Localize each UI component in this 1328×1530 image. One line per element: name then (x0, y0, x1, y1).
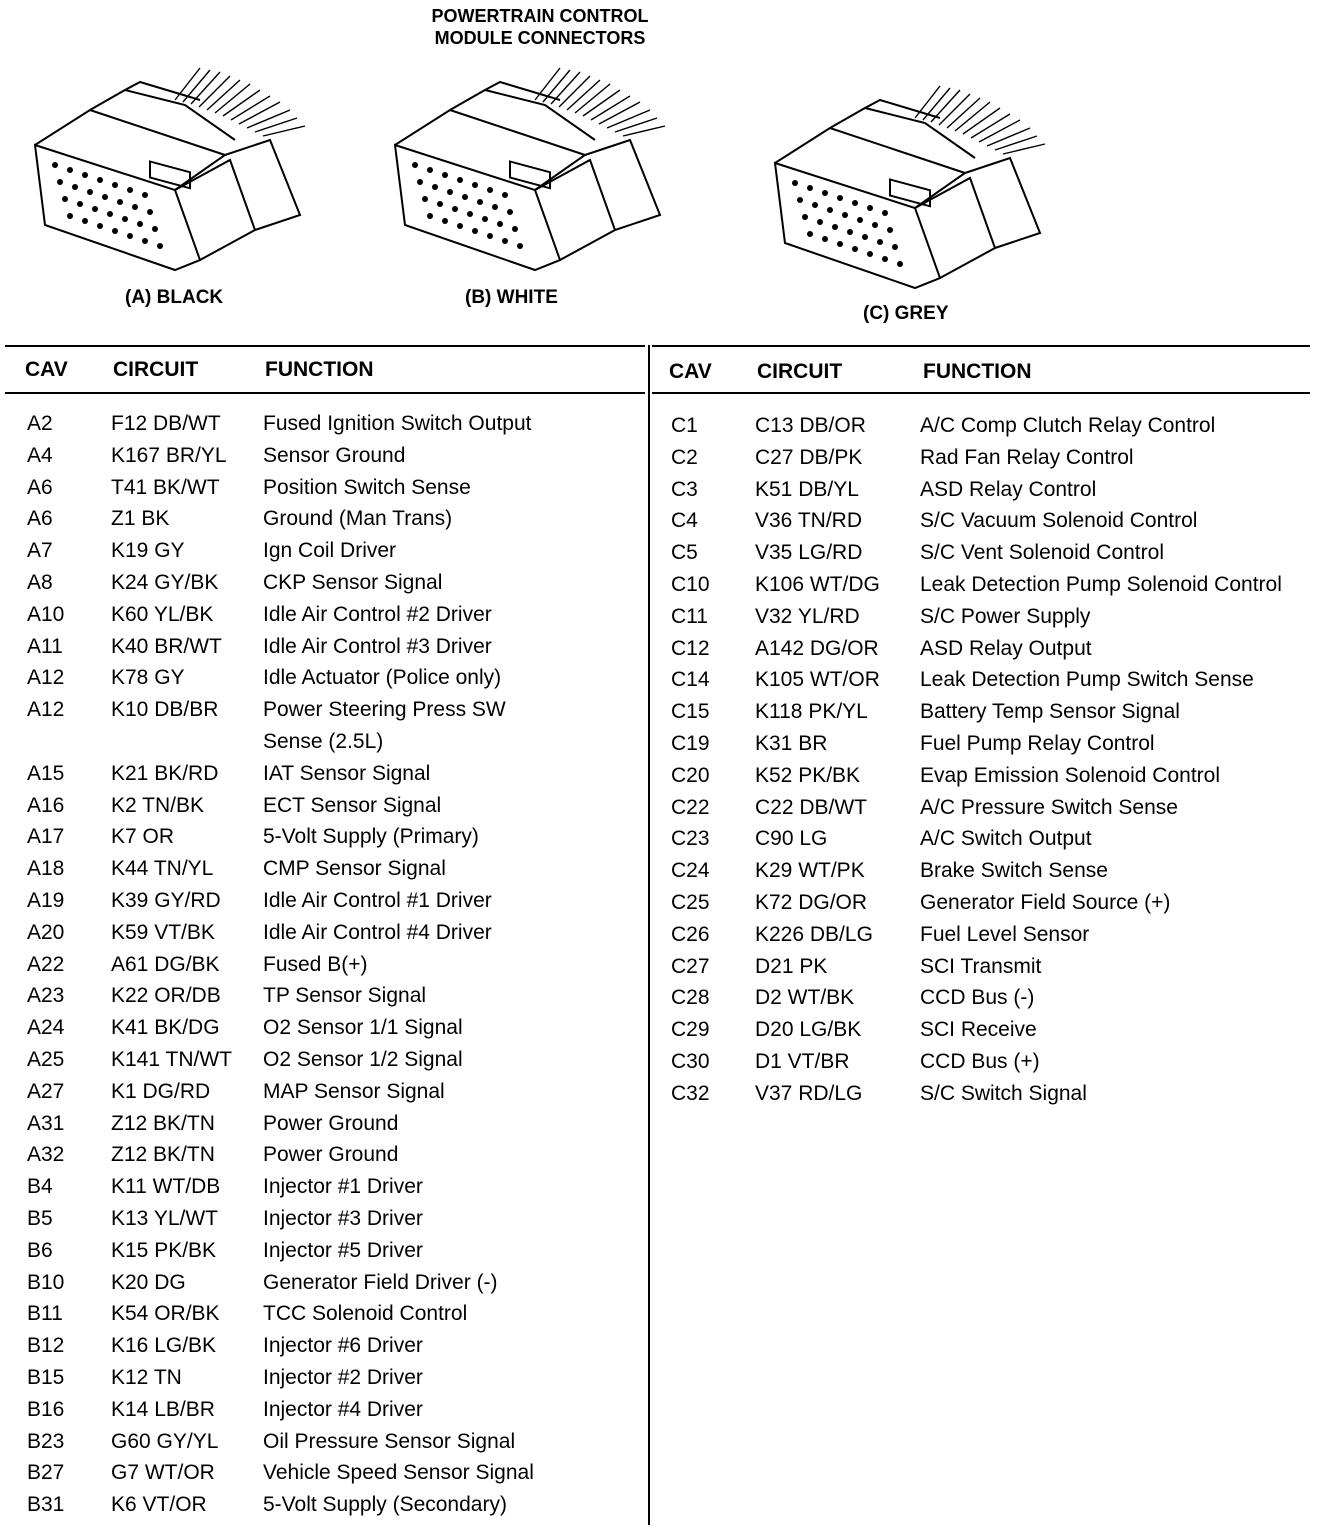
left-header-cav: CAV (25, 358, 68, 381)
cell-circuit: K20 DG (111, 1270, 186, 1294)
right-header-cav: CAV (669, 360, 712, 383)
cell-circuit: T41 BK/WT (111, 475, 220, 499)
cell-circuit: K12 TN (111, 1366, 182, 1389)
cell-cav: C4 (671, 509, 698, 533)
cell-cav: A8 (27, 571, 53, 594)
cell-function: Ground (Man Trans) (263, 507, 453, 531)
cell-function: SCI Receive (920, 1018, 1037, 1042)
connector-a-icon (25, 60, 325, 275)
cell-circuit: K141 TN/WT (111, 1048, 232, 1071)
cell-cav: A27 (27, 1079, 65, 1103)
cell-circuit: K105 WT/OR (755, 668, 880, 692)
cell-cav: B27 (27, 1461, 65, 1485)
cell-function: S/C Switch Signal (920, 1081, 1087, 1105)
cell-function: Fused B(+) (263, 952, 368, 976)
cell-circuit: G7 WT/OR (111, 1461, 215, 1485)
cell-function: 5-Volt Supply (Primary) (263, 825, 479, 849)
cell-cav: C25 (671, 891, 710, 914)
cell-cav: A4 (27, 443, 53, 467)
cell-cav: A32 (27, 1143, 65, 1167)
cell-cav: C22 (671, 795, 710, 819)
cell-circuit: K29 WT/PK (755, 859, 865, 883)
cell-cav: B10 (27, 1270, 65, 1294)
connector-b (385, 60, 685, 275)
cell-function: O2 Sensor 1/1 Signal (263, 1016, 463, 1040)
cell-function: Injector #6 Driver (263, 1334, 423, 1358)
connector-a-label: (A) BLACK (125, 287, 224, 308)
cell-circuit: K106 WT/DG (755, 573, 880, 596)
cell-circuit: V35 LG/RD (755, 541, 863, 565)
cell-cav: A23 (27, 984, 65, 1008)
cell-circuit: F12 DB/WT (111, 412, 221, 435)
cell-function: Generator Field Driver (-) (263, 1270, 498, 1294)
cell-circuit: K1 DG/RD (111, 1079, 211, 1103)
cell-circuit: K78 GY (111, 666, 185, 690)
cell-circuit: K22 OR/DB (111, 984, 221, 1008)
cell-circuit: D20 LG/BK (755, 1018, 862, 1042)
cell-circuit: G60 GY/YL (111, 1429, 219, 1453)
cell-circuit: K167 BR/YL (111, 443, 227, 467)
cell-circuit: K21 BK/RD (111, 761, 219, 785)
cell-cav: B31 (27, 1493, 65, 1517)
cell-circuit: C22 DB/WT (755, 795, 868, 819)
cell-function: CCD Bus (-) (920, 986, 1035, 1010)
cell-function: 5-Volt Supply (Secondary) (263, 1493, 507, 1517)
cell-function: IAT Sensor Signal (263, 761, 431, 785)
right-header-circuit: CIRCUIT (757, 360, 843, 383)
cell-function: Fuel Pump Relay Control (920, 732, 1155, 755)
cell-function: Injector #5 Driver (263, 1238, 423, 1262)
cell-circuit: K2 TN/BK (111, 793, 204, 817)
cell-cav: A6 (27, 475, 53, 499)
cell-function: Idle Air Control #3 Driver (263, 634, 492, 658)
cell-cav: C2 (671, 445, 698, 469)
cell-circuit: K41 BK/DG (111, 1016, 220, 1040)
cell-function: Sensor Ground (263, 443, 406, 467)
cell-function: ASD Relay Control (920, 477, 1097, 501)
cell-cav: B11 (27, 1302, 63, 1326)
cell-function: MAP Sensor Signal (263, 1079, 445, 1103)
connector-c-icon (765, 78, 1065, 293)
cell-cav: B12 (27, 1334, 65, 1358)
cell-cav: A7 (27, 539, 53, 563)
cell-cav: B5 (27, 1207, 53, 1230)
cell-cav: C15 (671, 700, 710, 724)
cell-cav: A25 (27, 1048, 65, 1071)
cell-cav: C29 (671, 1018, 710, 1042)
cell-circuit: V36 TN/RD (755, 509, 862, 533)
cell-cav: C24 (671, 859, 710, 883)
cell-function: SCI Transmit (920, 954, 1042, 978)
cell-circuit: A61 DG/BK (111, 952, 220, 976)
cell-function: Sense (2.5L) (263, 730, 384, 753)
cell-function: Ign Coil Driver (263, 539, 397, 563)
cell-circuit: K15 PK/BK (111, 1238, 217, 1262)
cell-function: ASD Relay Output (920, 636, 1092, 660)
cell-circuit: V32 YL/RD (755, 604, 860, 628)
title-line-2: MODULE CONNECTORS (434, 28, 646, 48)
connector-a (25, 60, 325, 275)
cell-circuit: K39 GY/RD (111, 889, 221, 912)
cell-circuit: C27 DB/PK (755, 445, 863, 469)
cell-cav: C1 (671, 414, 698, 437)
cell-circuit: K118 PK/YL (755, 700, 868, 724)
cell-cav: A24 (27, 1016, 65, 1040)
cell-circuit: D2 WT/BK (755, 986, 855, 1010)
cell-function: O2 Sensor 1/2 Signal (263, 1048, 463, 1071)
cell-function: Vehicle Speed Sensor Signal (263, 1461, 534, 1485)
right-header-function: FUNCTION (923, 360, 1032, 383)
cell-cav: C5 (671, 541, 698, 565)
cell-circuit: K54 OR/BK (111, 1302, 220, 1326)
cell-function: S/C Power Supply (920, 604, 1091, 628)
cell-cav: C23 (671, 827, 710, 851)
cell-circuit: K14 LB/BR (111, 1397, 215, 1421)
cell-cav: A16 (27, 793, 65, 817)
cell-circuit: K16 LG/BK (111, 1334, 217, 1358)
cell-circuit: D21 PK (755, 954, 828, 978)
cell-circuit: K226 DB/LG (755, 922, 873, 946)
cell-cav: C10 (671, 573, 710, 596)
cell-cav: B4 (27, 1175, 53, 1199)
cell-cav: C19 (671, 732, 710, 755)
cell-function: TP Sensor Signal (263, 984, 427, 1008)
left-header-circuit: CIRCUIT (113, 358, 199, 381)
cell-function: S/C Vacuum Solenoid Control (920, 509, 1198, 533)
cell-function: Brake Switch Sense (920, 859, 1108, 883)
cell-cav: B16 (27, 1397, 65, 1421)
cell-circuit: K24 GY/BK (111, 571, 219, 594)
cell-function: Idle Air Control #1 Driver (263, 889, 492, 912)
cell-cav: B6 (27, 1238, 53, 1262)
cell-function: Injector #3 Driver (263, 1207, 423, 1230)
cell-circuit: K60 YL/BK (111, 602, 214, 626)
cell-circuit: K59 VT/BK (111, 920, 215, 944)
cell-cav: A18 (27, 857, 65, 881)
cell-cav: C20 (671, 763, 710, 787)
cell-cav: C30 (671, 1050, 710, 1073)
connector-c-label: (C) GREY (863, 303, 949, 324)
cell-function: TCC Solenoid Control (263, 1302, 468, 1326)
cell-function: Power Steering Press SW (263, 698, 506, 722)
cell-circuit: K7 OR (111, 825, 175, 849)
cell-cav: A12 (27, 666, 65, 690)
cell-cav: C26 (671, 922, 710, 946)
cell-cav: A2 (27, 412, 53, 435)
cell-function: Idle Air Control #4 Driver (263, 920, 492, 944)
cell-cav: A31 (27, 1111, 65, 1135)
left-table-header-rule (5, 392, 645, 394)
cell-function: Leak Detection Pump Solenoid Control (920, 573, 1282, 596)
cell-function: A/C Comp Clutch Relay Control (920, 414, 1216, 437)
cell-circuit: K10 DB/BR (111, 698, 219, 722)
cell-function: Evap Emission Solenoid Control (920, 763, 1220, 787)
right-table-top-rule (652, 345, 1310, 347)
cell-cav: C12 (671, 636, 710, 660)
cell-function: Injector #2 Driver (263, 1366, 423, 1389)
connector-c (765, 78, 1065, 293)
connector-b-label: (B) WHITE (465, 287, 558, 308)
cell-circuit: C13 DB/OR (755, 414, 866, 437)
cell-circuit: K40 BR/WT (111, 634, 222, 658)
cell-function: CKP Sensor Signal (263, 571, 443, 594)
cell-function: A/C Switch Output (920, 827, 1092, 851)
right-table-header-rule (652, 392, 1310, 394)
cell-function: Idle Air Control #2 Driver (263, 602, 492, 626)
cell-circuit: K19 GY (111, 539, 185, 563)
cell-cav: C28 (671, 986, 710, 1010)
cell-cav: B15 (27, 1366, 65, 1389)
page-title (380, 5, 700, 49)
cell-cav: A15 (27, 761, 65, 785)
cell-circuit: Z12 BK/TN (111, 1111, 215, 1135)
cell-circuit: K52 PK/BK (755, 763, 861, 787)
cell-function: CMP Sensor Signal (263, 857, 446, 881)
cell-circuit: Z12 BK/TN (111, 1143, 215, 1167)
cell-circuit: K72 DG/OR (755, 891, 868, 914)
cell-circuit: A142 DG/OR (755, 636, 879, 660)
cell-function: A/C Pressure Switch Sense (920, 795, 1178, 819)
cell-circuit: K11 WT/DB (111, 1175, 221, 1199)
cell-cav: A12 (27, 698, 65, 722)
left-header-function: FUNCTION (265, 358, 374, 381)
cell-function: Power Ground (263, 1111, 399, 1135)
cell-circuit: K44 TN/YL (111, 857, 214, 881)
cell-function: Power Ground (263, 1143, 399, 1167)
cell-function: Fuel Level Sensor (920, 922, 1090, 946)
cell-circuit: V37 RD/LG (755, 1081, 863, 1105)
cell-cav: C11 (671, 604, 708, 628)
cell-function: Generator Field Source (+) (920, 891, 1171, 914)
cell-circuit: Z1 BK (111, 507, 170, 531)
cell-circuit: D1 VT/BR (755, 1050, 850, 1073)
cell-circuit: K13 YL/WT (111, 1207, 218, 1230)
cell-function: Injector #4 Driver (263, 1397, 423, 1421)
cell-cav: A20 (27, 920, 65, 944)
cell-function: Position Switch Sense (263, 475, 471, 499)
cell-circuit: K6 VT/OR (111, 1493, 207, 1517)
column-divider (648, 345, 650, 1525)
cell-cav: C14 (671, 668, 710, 692)
connector-b-icon (385, 60, 685, 275)
cell-function: Oil Pressure Sensor Signal (263, 1429, 516, 1453)
cell-function: Rad Fan Relay Control (920, 445, 1134, 469)
cell-cav: A17 (27, 825, 65, 849)
cell-function: CCD Bus (+) (920, 1050, 1040, 1073)
cell-cav: C32 (671, 1081, 710, 1105)
cell-function: S/C Vent Solenoid Control (920, 541, 1164, 565)
cell-cav: B23 (27, 1429, 65, 1453)
cell-cav: A19 (27, 889, 65, 912)
cell-circuit: K51 DB/YL (755, 477, 859, 501)
cell-cav: C3 (671, 477, 698, 501)
cell-function: Leak Detection Pump Switch Sense (920, 668, 1254, 692)
cell-circuit: C90 LG (755, 827, 828, 851)
left-table-top-rule (5, 345, 645, 347)
cell-cav: C27 (671, 954, 710, 978)
cell-circuit: K31 BR (755, 732, 828, 755)
cell-cav: A11 (27, 634, 63, 658)
cell-cav: A6 (27, 507, 53, 531)
cell-function: Battery Temp Sensor Signal (920, 700, 1180, 724)
cell-function: Fused Ignition Switch Output (263, 412, 532, 435)
cell-function: Idle Actuator (Police only) (263, 666, 502, 690)
cell-function: ECT Sensor Signal (263, 793, 442, 817)
cell-function: Injector #1 Driver (263, 1175, 423, 1199)
cell-cav: A22 (27, 952, 65, 976)
title-line-1: POWERTRAIN CONTROL (431, 6, 649, 26)
cell-cav: A10 (27, 602, 65, 626)
